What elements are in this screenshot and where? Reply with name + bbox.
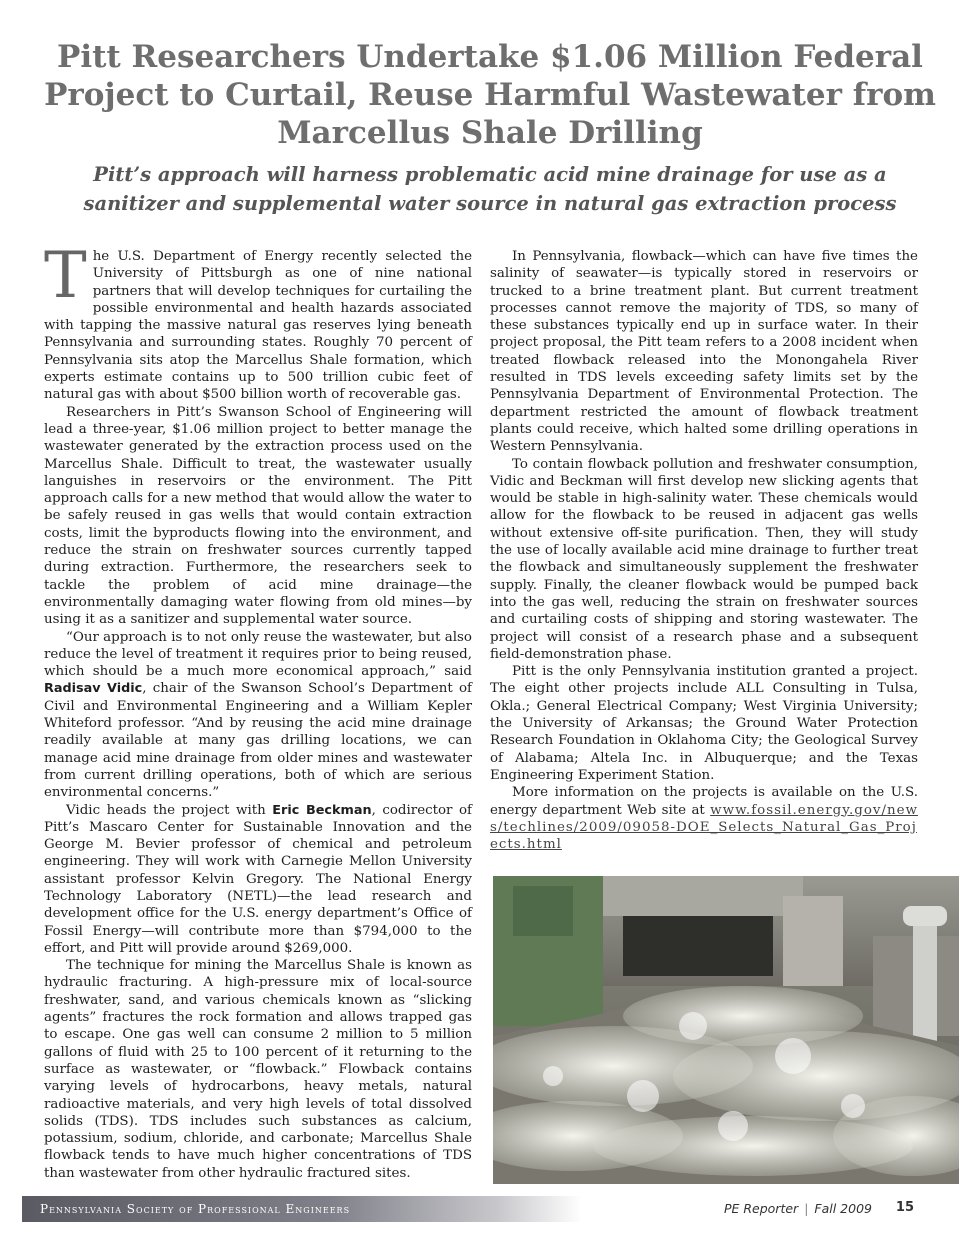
paragraph-9-text: More information on the projects is available on the U.S. energy department Web site at (490, 785, 918, 818)
issue-info (724, 1201, 872, 1216)
paragraph-4-text-a: Vidic heads the project with (66, 802, 273, 818)
footer-bar (22, 1196, 582, 1222)
paragraph-4-text-b: , codirector of Pitt’s Mascaro Center for Sustainable Innovation and the George M. Bevier professor of chemical and petroleum engineering. They will work with Carnegie Mellon University assistant professor Kelvin Gregory. The National Energy Technology Laboratory (NETL)—the lead research and development office for the U.S. energy department’s Office of Fossil Energy—will contribute more than $794,000 to the effort, and Pitt will provide around $269,000. (44, 802, 472, 956)
right-column (490, 248, 918, 853)
paragraph-8: Pitt is the only Pennsylvania institution granted a project. The eight other projects include ALL Consulting in Tulsa, Okla.; General Electrical Company; West Virginia University; the University of Arkansas; the Ground Water Protection Research Foundation in Oklahoma City; the Geological Survey of Alabama; Altela Inc. in Albuquerque; and the Texas Engineering Experiment Station. (490, 664, 918, 783)
page-number: 15 (895, 1200, 914, 1215)
publication-name: PE Reporter (723, 1201, 799, 1216)
article-subtitle: Pitt’s approach will harness problematic acid mine drainage for use as a sanitizer and supplemental water source in natural gas extraction process (83, 163, 897, 215)
doe-projects-link[interactable]: www.fossil.energy.gov/news/techlines/2009/09058-DOE_Selects_Natural_Gas_Projects.html (490, 802, 918, 853)
paragraph-3 (44, 629, 472, 802)
paragraph-1 (44, 239, 472, 404)
article-title: Pitt Researchers Undertake $1.06 Million Federal Project to Curtail, Reuse Harmful Wastewater from Marcellus Shale Drilling (44, 39, 936, 151)
paragraph-3-text-a: “Our approach is to not only reuse the wastewater, but also reduce the level of treatment it requires prior to being reused, which should be a much more economical approach,” said (44, 629, 472, 680)
paragraph-5: The technique for mining the Marcellus Shale is known as hydraulic fracturing. A high-pressure mix of local-source freshwater, sand, and various chemicals known as “slicking agents” fractures the rock formation and allows trapped gas to escape. One gas well can consume 2 million to 5 million gallons of fluid with 25 to 100 percent of it returning to the surface as wastewater, or “flowback.” Flowback contains varying levels of hydrocarbons, heavy metals, natural radioactive materials, and very high levels of total dissolved solids (TDS). TDS includes such substances as calcium, potassium, sodium, chloride, and carbonate; Marcellus Shale flowback tends to have much higher concentrations of TDS than wastewater from other hydraulic fractured sites. (44, 958, 472, 1181)
wastewater-photo (493, 876, 959, 1184)
drop-cap: T (44, 239, 87, 313)
wastewater-photo-graphic (493, 876, 959, 1184)
paragraph-7: To contain flowback pollution and freshwater consumption, Vidic and Beckman will first develop new slicking agents that would be stable in high-salinity water. These chemicals would allow for the flowback to be reused in adjacent gas wells without extensive off-site purification. Then, they will study the use of locally available acid mine drainage to further treat the flowback and simultaneously supplement the freshwater supply. Finally, the cleaner flowback would be pumped back into the gas well, reducing the strain on freshwater sources and curtailing costs of shipping and storing wastewater. The project will consist of a research phase and a subsequent field-demonstration phase. (490, 456, 918, 662)
paragraph-3-text-b: , chair of the Swanson School’s Department of Civil and Environmental Engineering and a William Kepler Whiteford professor. “And by reusing the acid mine drainage readily available at many gas drilling locations, we can manage acid mine drainage from older mines and wastewater from current drilling operations, both of which are serious environmental concerns.” (44, 681, 472, 801)
paragraph-2: Researchers in Pitt’s Swanson School of Engineering will lead a three-year, $1.06 million project to better manage the wastewater generated by the extraction process used on the Marcellus Shale. Difficult to treat, the wastewater usually languishes in reservoirs or the environment. The Pitt approach calls for a new method that would allow the water to be safely reused in gas wells that would contain extraction costs, limit the byproducts flowing into the environment, and reduce the strain on freshwater sources currently tapped during extraction. Furthermore, the researchers seek to tackle the problem of acid mine drainage—the environmentally damaging water flowing from old mines—by using it as a sanitizer and supplemental water source. (44, 404, 472, 628)
left-column (44, 239, 472, 1182)
issue-separator: | (804, 1201, 809, 1216)
footer-organization: Pennsylvania Society of Professional Engineers (40, 1202, 351, 1216)
name-radisav-vidic: Radisav Vidic (44, 681, 143, 697)
name-eric-beckman: Eric Beckman (272, 802, 372, 818)
paragraph-9 (490, 784, 918, 853)
issue-date: Fall 2009 (814, 1201, 872, 1216)
paragraph-4 (44, 802, 472, 958)
paragraph-6: In Pennsylvania, flowback—which can have five times the salinity of seawater—is typically stored in reservoirs or trucked to a brine treatment plant. But current treatment processes cannot remove the majority of TDS, so many of these substances typically end up in surface water. In their project proposal, the Pitt team refers to a 2008 incident when treated flowback released into the Monongahela River resulted in TDS levels exceeding safety limits set by the Pennsylvania Department of Environmental Protection. The department restricted the amount of flowback treatment plants could receive, which halted some drilling operations in Western Pennsylvania. (490, 249, 918, 455)
paragraph-1-text: he U.S. Department of Energy recently selected the University of Pittsburgh as one of nine national partners that will develop techniques for curtailing the possible environmental and health hazards associated with tapping the massive natural gas reserves lying beneath Pennsylvania and surrounding states. Roughly 70 percent of Pennsylvania sits atop the Marcellus Shale formation, which experts estimate contains up to 500 trillion cubic feet of natural gas with about $500 billion worth of recoverable gas. (44, 249, 472, 403)
